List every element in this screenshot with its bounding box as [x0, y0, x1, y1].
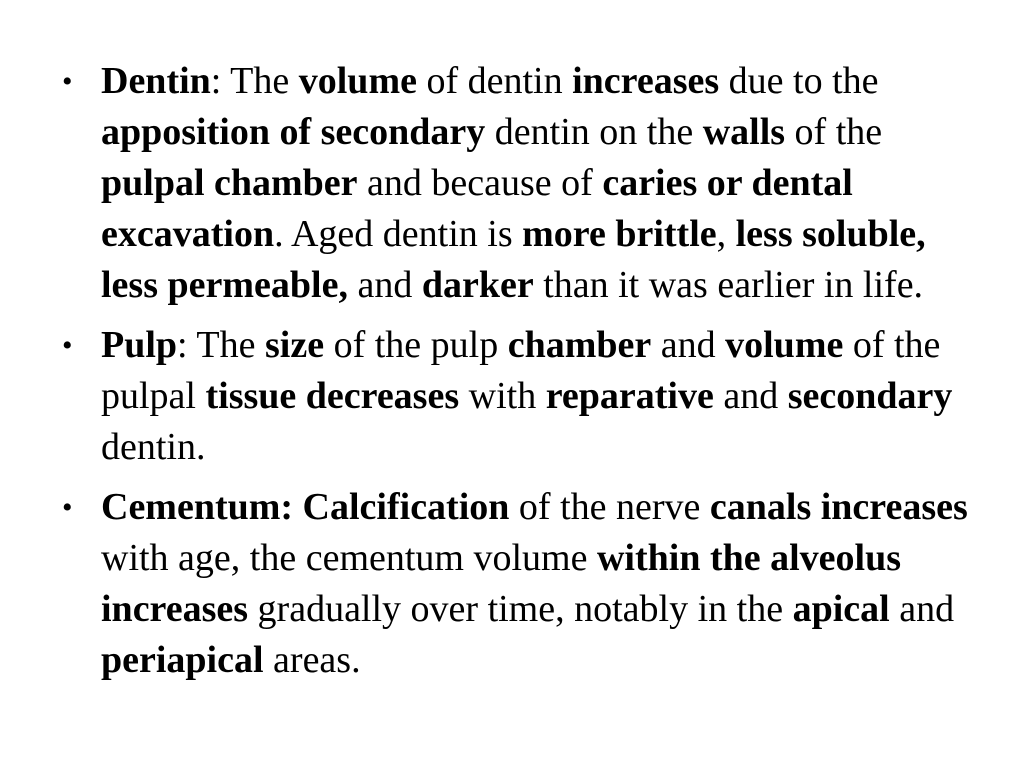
- body-text: of dentin: [416, 60, 573, 102]
- bold-text: within the alveolus increases: [101, 537, 902, 630]
- body-text: : The: [177, 324, 265, 366]
- bullet-list: [58, 56, 984, 686]
- body-text: due to the: [719, 60, 879, 102]
- bold-text: size: [265, 324, 325, 366]
- bullet-dot-icon: •: [62, 491, 73, 524]
- body-text: dentin.: [101, 426, 206, 468]
- body-text: with: [459, 375, 546, 417]
- body-text: areas.: [263, 639, 361, 681]
- bullet-item-dentin: [58, 56, 984, 311]
- bold-text: less soluble, less permeable,: [101, 213, 926, 306]
- body-text: gradually over time, notably in the: [248, 588, 793, 630]
- bold-text: periapical: [101, 639, 264, 681]
- body-text: and: [713, 375, 788, 417]
- body-text: and: [889, 588, 955, 630]
- bold-text: Cementum: Calcification: [101, 486, 510, 528]
- body-text: and because of: [357, 162, 603, 204]
- body-text: of the: [785, 111, 883, 153]
- body-text: than it was earlier in life.: [533, 264, 924, 306]
- bullet-item-pulp: [58, 320, 984, 473]
- body-text: dentin on the: [485, 111, 703, 153]
- bold-text: chamber: [507, 324, 652, 366]
- bold-text: walls: [702, 111, 786, 153]
- body-text: . Aged dentin is: [274, 213, 523, 255]
- bold-text: apical: [792, 588, 890, 630]
- body-text: of the nerve: [509, 486, 710, 528]
- bold-text: pulpal chamber: [101, 162, 358, 204]
- bold-text: volume: [725, 324, 844, 366]
- bold-text: canals increases: [709, 486, 968, 528]
- body-text: of the pulp: [324, 324, 508, 366]
- body-text: and: [651, 324, 726, 366]
- bullet-dot-icon: •: [62, 65, 73, 98]
- bold-text: Pulp: [101, 324, 178, 366]
- bold-text: tissue decreases: [205, 375, 460, 417]
- bold-text: volume: [298, 60, 417, 102]
- bullet-item-cementum: [58, 482, 984, 686]
- bold-text: more brittle: [522, 213, 717, 255]
- body-text: ,: [716, 213, 736, 255]
- bold-text: apposition of secondary: [101, 111, 486, 153]
- body-text: of the pulpal: [101, 324, 941, 417]
- bold-text: Dentin: [101, 60, 211, 102]
- bold-text: caries or dental excavation: [101, 162, 853, 255]
- bold-text: secondary: [787, 375, 953, 417]
- bold-text: darker: [421, 264, 534, 306]
- body-text: : The: [210, 60, 299, 102]
- body-text: and: [347, 264, 422, 306]
- bullet-dot-icon: •: [62, 329, 73, 362]
- bold-text: reparative: [545, 375, 714, 417]
- bold-text: increases: [572, 60, 720, 102]
- body-text: with age, the cementum volume: [101, 537, 597, 579]
